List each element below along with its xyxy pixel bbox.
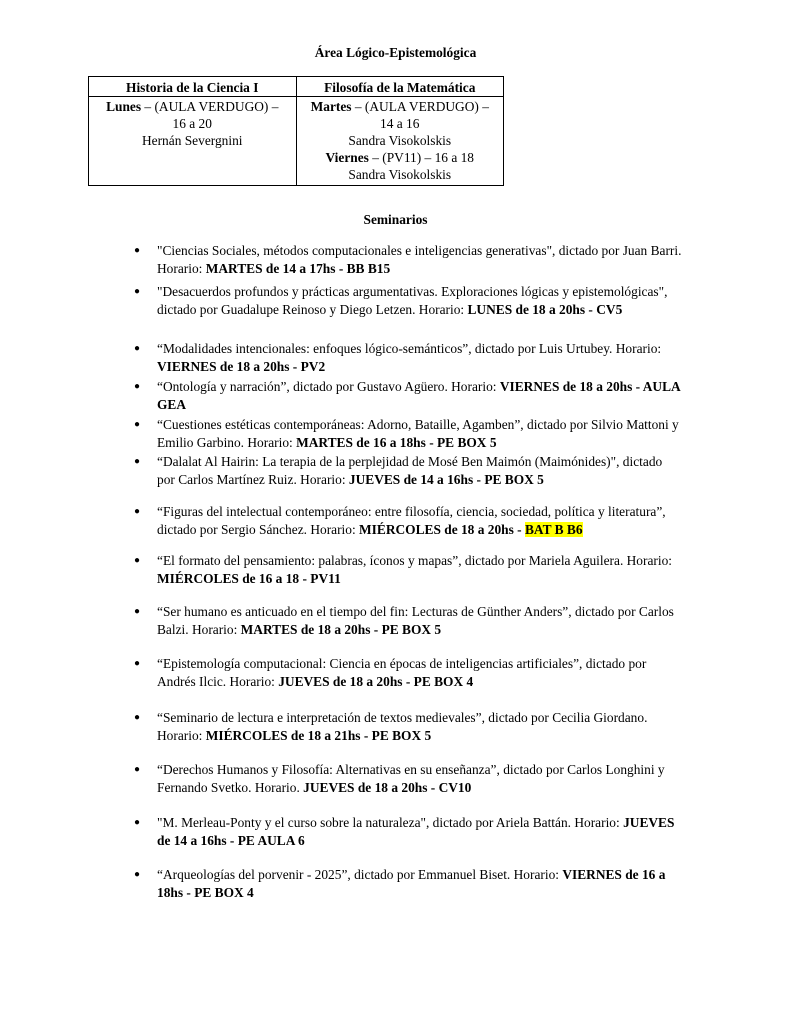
seminar-room: PE BOX 5 — [437, 435, 497, 450]
page-title: Área Lógico-Epistemológica — [314, 45, 477, 60]
seminar-item — [134, 416, 682, 452]
seminar-schedule: MARTES de 16 a 18hs — [296, 435, 426, 450]
seminar-separator: - — [360, 728, 372, 743]
seminar-separator: - — [370, 622, 382, 637]
seminar-schedule: MIÉRCOLES de 16 a 18 — [157, 571, 300, 586]
seminar-room: PE BOX 4 — [194, 885, 254, 900]
seminar-room: PE BOX 4 — [413, 674, 474, 689]
seminar-separator: - — [425, 435, 437, 450]
seminar-separator: - — [226, 833, 238, 848]
seminar-item — [134, 283, 682, 319]
table-header-filosofia-matematica: Filosofía de la Matemática — [296, 77, 504, 97]
seminar-separator: - — [402, 674, 414, 689]
seminar-item — [134, 340, 682, 376]
seminar-schedule: JUEVES de 14 a 16hs — [157, 815, 675, 848]
seminar-item — [134, 866, 682, 902]
seminar-schedule: VIERNES de 16 a 18hs — [157, 867, 666, 900]
seminar-item — [134, 655, 682, 691]
room-label: – (AULA VERDUGO) – — [351, 99, 489, 114]
table-cell-filosofia-matematica — [296, 97, 504, 186]
seminar-description: "M. Merleau-Ponty y el curso sobre la naturaleza", dictado por Ariela Battán. Horario: — [157, 815, 624, 830]
seminar-room: PV11 — [310, 571, 341, 586]
seminar-item — [134, 761, 682, 797]
seminar-description: "Ciencias Sociales, métodos computacionales e inteligencias generativas", dictado por Juan Barri. Horario: — [157, 243, 682, 276]
seminar-separator: - — [513, 522, 525, 537]
seminar-schedule: JUEVES de 18 a 20hs — [303, 780, 428, 795]
seminar-room: PE BOX 5 — [371, 728, 432, 743]
seminar-separator: - — [632, 379, 643, 394]
seminar-item — [134, 709, 682, 745]
teacher-label: Hernán Severgnini — [141, 133, 243, 148]
seminar-description: “Seminario de lectura e interpretación de textos medievales”, dictado por Cecilia Giordano. Horario: — [157, 710, 648, 743]
teacher-label: Sandra Visokolskis — [348, 133, 452, 148]
seminar-schedule: VIERNES de 18 a 20hs — [499, 379, 633, 394]
seminar-schedule: VIERNES de 18 a 20hs — [157, 359, 290, 374]
seminar-description: "Desacuerdos profundos y prácticas argumentativas. Exploraciones lógicas y epistemológicas", dictado por Guadalupe Reinoso y Diego Letzen. Horario: — [157, 284, 668, 317]
seminar-separator: - — [335, 261, 347, 276]
seminar-description: “Modalidades intencionales: enfoques lógico-semánticos”, dictado por Luis Urtubey. Horario: — [157, 341, 662, 356]
seminar-separator: - — [183, 885, 195, 900]
seminar-separator: - — [299, 571, 311, 586]
time-label: 14 a 16 — [380, 116, 420, 131]
seminar-room: CV10 — [438, 780, 472, 795]
seminar-description: “Figuras del intelectual contemporáneo: entre filosofía, ciencia, sociedad, política y literatura”, dictado por Sergio Sánchez. Horario: — [157, 504, 666, 537]
bullet-icon: ● — [134, 764, 141, 775]
room-label: – (AULA VERDUGO) – — [141, 99, 279, 114]
time-label: 16 a 20 — [172, 116, 212, 131]
seminar-room: PE BOX 5 — [484, 472, 544, 487]
bullet-icon: ● — [134, 343, 141, 354]
schedule-table — [88, 76, 504, 186]
bullet-icon: ● — [134, 606, 141, 617]
room-label: – (PV11) – 16 a 18 — [368, 150, 475, 165]
bullet-icon: ● — [134, 419, 141, 430]
day-label: Lunes — [106, 99, 142, 114]
seminar-separator: - — [585, 302, 597, 317]
seminar-description: “El formato del pensamiento: palabras, íconos y mapas”, dictado por Mariela Aguilera. Horario: — [157, 553, 672, 568]
seminar-schedule: MARTES de 18 a 20hs — [240, 622, 371, 637]
seminar-description: “Ontología y narración”, dictado por Gustavo Agüero. Horario: — [157, 379, 500, 394]
seminar-item — [134, 453, 682, 489]
seminar-separator: - — [289, 359, 301, 374]
bullet-icon: ● — [134, 869, 141, 880]
table-header-historia: Historia de la Ciencia I — [89, 77, 297, 97]
seminar-schedule: MARTES de 14 a 17hs — [205, 261, 336, 276]
seminar-description: “Derechos Humanos y Filosofía: Alternativas en su enseñanza”, dictado por Carlos Longhini y Fernando Svetko. Horario. — [157, 762, 665, 795]
seminar-schedule: LUNES de 18 a 20hs — [467, 302, 586, 317]
seminar-description: “Arqueologías del porvenir - 2025”, dictado por Emmanuel Biset. Horario: — [157, 867, 563, 882]
bullet-icon: ● — [134, 817, 141, 828]
day-label: Viernes — [325, 150, 369, 165]
seminar-description: “Ser humano es anticuado en el tiempo del fin: Lecturas de Günther Anders”, dictado por Carlos Balzi. Horario: — [157, 604, 674, 637]
seminar-schedule: JUEVES de 18 a 20hs — [278, 674, 403, 689]
bullet-icon: ● — [134, 555, 141, 566]
seminars-heading: Seminarios — [363, 212, 428, 227]
bullet-icon: ● — [134, 658, 141, 669]
seminar-item — [134, 814, 682, 850]
bullet-icon: ● — [134, 506, 141, 517]
bullet-icon: ● — [134, 456, 141, 467]
seminar-description: “Cuestiones estéticas contemporáneas: Adorno, Bataille, Agamben”, dictado por Silvio Mattoni y Emilio Garbino. Horario: — [157, 417, 679, 450]
seminar-description: “Epistemología computacional: Ciencia en épocas de inteligencias artificiales”, dictado por Andrés Ilcic. Horario: — [157, 656, 647, 689]
seminar-room: BB B15 — [346, 261, 391, 276]
seminar-schedule: MIÉRCOLES de 18 a 21hs — [205, 728, 361, 743]
teacher-label: Sandra Visokolskis — [348, 167, 452, 182]
bullet-icon: ● — [134, 286, 141, 297]
seminar-separator: - — [427, 780, 439, 795]
table-cell-historia — [89, 97, 297, 186]
seminar-item — [134, 552, 682, 588]
seminar-item — [134, 378, 682, 414]
seminar-room: CV5 — [596, 302, 623, 317]
seminar-room: PE BOX 5 — [381, 622, 442, 637]
seminar-item — [134, 503, 682, 539]
seminar-room: PE AULA 6 — [237, 833, 305, 848]
seminar-schedule: MIÉRCOLES de 18 a 20hs — [359, 522, 514, 537]
day-label: Martes — [310, 99, 352, 114]
bullet-icon: ● — [134, 245, 141, 256]
seminar-separator: - — [473, 472, 485, 487]
seminar-item — [134, 603, 682, 639]
seminar-room: BAT B B6 — [524, 522, 583, 537]
bullet-icon: ● — [134, 381, 141, 392]
seminar-description: “Dalalat Al Hairin: La terapia de la perplejidad de Mosé Ben Maimón (Maimónides)", dictado por Carlos Martínez Ruiz. Horario: — [157, 454, 663, 487]
seminar-room: AULA GEA — [157, 379, 680, 412]
seminar-schedule: JUEVES de 14 a 16hs — [348, 472, 474, 487]
seminar-room: PV2 — [300, 359, 326, 374]
bullet-icon: ● — [134, 712, 141, 723]
seminar-item — [134, 242, 682, 278]
